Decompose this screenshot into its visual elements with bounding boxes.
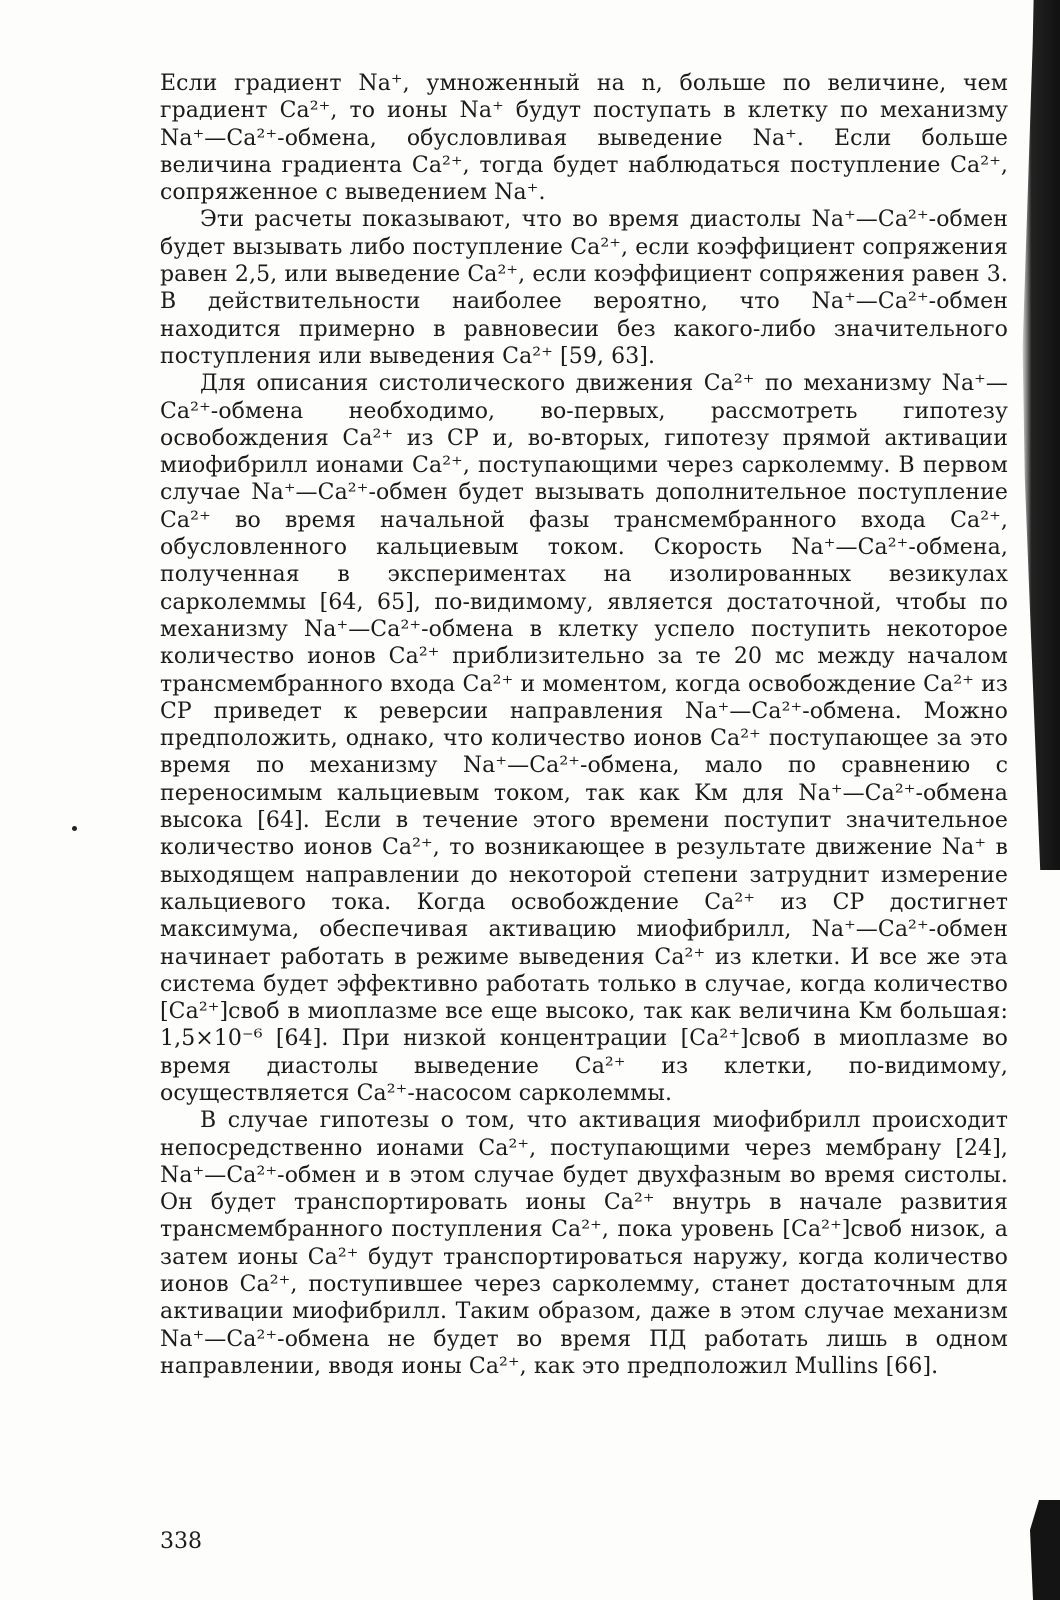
page-number: 338 <box>160 1529 202 1554</box>
scan-shadow-top <box>1016 0 1060 870</box>
paragraph-3: Для описания систолического движения Ca²⁺ по механизму Na⁺—Ca²⁺-обмена необходимо, во-первых, рассмотреть гипотезу освобождения Ca²⁺ из СР и, во-вторых, гипотезу прямой активации миофибрилл ионами Ca²⁺, поступающими через сарколемму. В первом случае Na⁺—Ca²⁺-обмен будет вызывать дополнительное поступление Ca²⁺ во время начальной фазы трансмембранного входа Ca²⁺, обусловленного кальциевым током. Скорость Na⁺—Ca²⁺-обмена, полученная в экспериментах на изолированных везикулах сарколеммы [64, 65], по-видимому, является достаточной, чтобы по механизму Na⁺—Ca²⁺-обмена в клетку успело поступить некоторое количество ионов Ca²⁺ приблизительно за те 20 мс между началом трансмембранного входа Ca²⁺ и моментом, когда освобождение Ca²⁺ из СР приведет к реверсии направления Na⁺—Ca²⁺-обмена. Можно предположить, однако, что количество ионов Ca²⁺ поступающее за это время по механизму Na⁺—Ca²⁺-обмена, мало по сравнению с переносимым кальциевым током, так как Kм для Na⁺—Ca²⁺-обмена высока [64]. Если в течение этого времени поступит значительное количество ионов Ca²⁺, то возникающее в результате движение Na⁺ в выходящем направлении до некоторой степени затруднит измерение кальциевого тока. Когда освобождение Ca²⁺ из СР достигнет максимума, обеспечивая активацию миофибрилл, Na⁺—Ca²⁺-обмен начинает работать в режиме выведения Ca²⁺ из клетки. И все же эта система будет эффективно работать только в случае, когда количество [Ca²⁺]своб в миоплазме все еще высоко, так как величина Kм большая: 1,5×10⁻⁶ [64]. При низкой концентрации [Ca²⁺]своб в миоплазме во время диастолы выведение Ca²⁺ из клетки, по-видимому, осуществляется Ca²⁺-насосом сарколеммы. <box>160 371 1008 1106</box>
paragraph-4: В случае гипотезы о том, что активация миофибрилл происходит непосредственно ионами Ca²⁺, поступающими через мембрану [24], Na⁺—Ca²⁺-обмен и в этом случае будет двухфазным во время систолы. Он будет транспортировать ионы Ca²⁺ внутрь в начале развития трансмембранного поступления Ca²⁺, пока уровень [Ca²⁺]своб низок, а затем ионы Ca²⁺ будут транспортироваться наружу, когда количество ионов Ca²⁺, поступившее через сарколемму, станет достаточным для активации миофибрилл. Таким образом, даже в этом случае механизм Na⁺—Ca²⁺-обмена не будет во время ПД работать лишь в одном направлении, вводя ионы Ca²⁺, как это предположил Mullins [66]. <box>160 1108 1008 1379</box>
body-text <box>160 70 1008 1380</box>
scan-shadow-bottom <box>1030 1500 1060 1600</box>
paragraph-1: Если градиент Na⁺, умноженный на n, больше по величине, чем градиент Ca²⁺, то ионы Na⁺ будут поступать в клетку по механизму Na⁺—Ca²⁺-обмена, обусловливая выведение Na⁺. Если больше величина градиента Ca²⁺, тогда будет наблюдаться поступление Ca²⁺, сопряженное с выведением Na⁺. <box>160 71 1008 206</box>
paragraph-2: Эти расчеты показывают, что во время диастолы Na⁺—Ca²⁺-обмен будет вызывать либо поступление Ca²⁺, если коэффициент сопряжения равен 2,5, или выведение Ca²⁺, если коэффициент сопряжения равен 3. В действительности наиболее вероятно, что Na⁺—Ca²⁺-обмен находится примерно в равновесии без какого-либо значительного поступления или выведения Ca²⁺ [59, 63]. <box>160 207 1008 369</box>
scan-speck <box>72 826 77 831</box>
